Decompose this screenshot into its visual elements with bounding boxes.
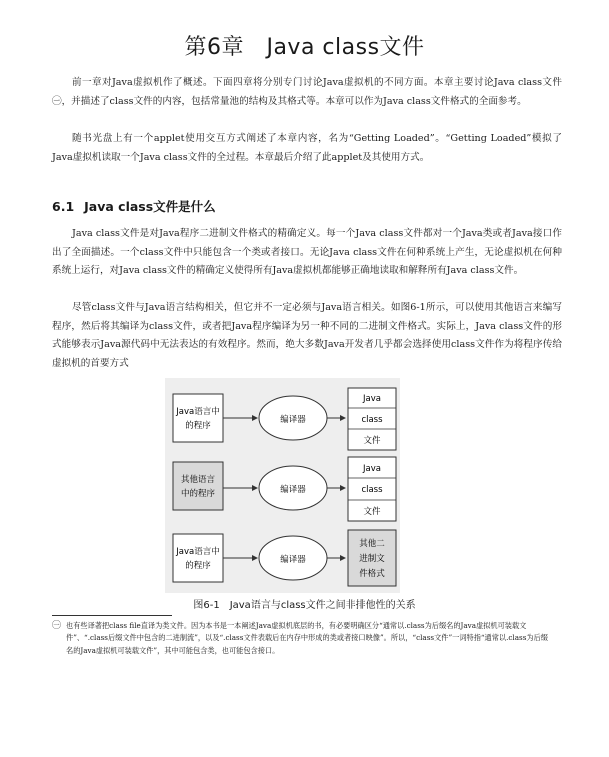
source-label-line: Java语言中 bbox=[176, 547, 220, 557]
output-label: class bbox=[361, 415, 383, 425]
figure-row-3 bbox=[173, 530, 396, 586]
source-label-line: 其他语言 bbox=[180, 475, 216, 485]
source-box-java bbox=[173, 394, 223, 442]
source-label-line: 的程序 bbox=[185, 561, 211, 571]
output-label: 件格式 bbox=[359, 569, 385, 579]
output-label: class bbox=[361, 485, 383, 495]
footnote-text: 也有些译著把class file直译为类文件。因为本书是一本阐述Java虚拟机底层的书，有必要明确区分“通常以.class为后缀名的Java虚拟机可装载文件”、“.class后缀文件中包含的二进制流”，以及“.class文件表载后在内存中形成的类或者接口映像”。所以，“class文件”一词特指“通常以.class为后缀名的Java虚拟机可装载文件”，其中可能包含类，也可能包含接口。 bbox=[66, 621, 548, 655]
footnote-divider bbox=[52, 615, 172, 616]
output-label: 文件 bbox=[363, 507, 381, 517]
source-label-line: 的程序 bbox=[185, 421, 211, 431]
output-label: 文件 bbox=[363, 436, 381, 446]
source-box-java bbox=[173, 534, 223, 582]
figure-6-1 bbox=[165, 378, 400, 593]
output-label: 进制文 bbox=[359, 554, 385, 564]
compiler-label: 编译器 bbox=[280, 415, 306, 425]
footnote-marker: ㊀ bbox=[52, 621, 62, 631]
section-number: 6.1 bbox=[52, 199, 75, 214]
compiler-label: 编译器 bbox=[280, 555, 306, 565]
chapter-title: 第6章 Java class文件 bbox=[184, 35, 425, 60]
output-label: Java bbox=[363, 394, 381, 404]
source-label-line: 中的程序 bbox=[180, 489, 216, 499]
output-label: Java bbox=[363, 464, 381, 474]
figure-caption: 图6-1 Java语言与class文件之间非排他性的关系 bbox=[193, 600, 416, 611]
source-box-other bbox=[173, 462, 223, 510]
section-heading bbox=[52, 197, 226, 215]
output-label: 其他二 bbox=[359, 539, 385, 549]
section-paragraph-1: Java class文件是对Java程序二进制文件格式的精确定义。每一个Java class文件都对一个Java类或者Java接口作出了全面描述。一个class文件中只能包含一个类或者接口。无论Java class文件在何种系统上产生，无论虚拟机在何种系统上运行，对Java class文件的精确定义使得所有Java虚拟机都能够正确地读取和解释所有Java class文件。 bbox=[52, 228, 562, 277]
source-label-line: Java语言中 bbox=[176, 407, 220, 417]
intro-paragraph-1: 前一章对Java虚拟机作了概述。下面四章将分别专门讨论Java虚拟机的不同方面。本章主要讨论Java class文件㊀，并描述了class文件的内容，包括常量池的结构及其格式等。本章可以作为Java class文件格式的全面参考。 bbox=[52, 77, 562, 107]
footnote bbox=[52, 620, 552, 657]
intro-paragraph-2: 随书光盘上有一个applet使用交互方式阐述了本章内容，名为“Getting Loaded”。“Getting Loaded”模拟了Java虚拟机读取一个Java class文件的全过程。本章最后介绍了此applet及其使用方式。 bbox=[52, 133, 562, 163]
compiler-label: 编译器 bbox=[280, 485, 306, 495]
section-paragraph-2: 尽管class文件与Java语言结构相关，但它并不一定必须与Java语言相关。如图6-1所示，可以使用其他语言来编写程序，然后将其编译为class文件，或者把Java程序编译为另一种不同的二进制文件格式。实际上，Java class文件的形式能够表示Java源代码中无法表达的有效程序。然而，绝大多数Java开发者几乎都会选择使用class文件作为将程序传给虚拟机的首要方式 bbox=[52, 302, 562, 369]
section-title: Java class文件是什么 bbox=[84, 199, 216, 214]
